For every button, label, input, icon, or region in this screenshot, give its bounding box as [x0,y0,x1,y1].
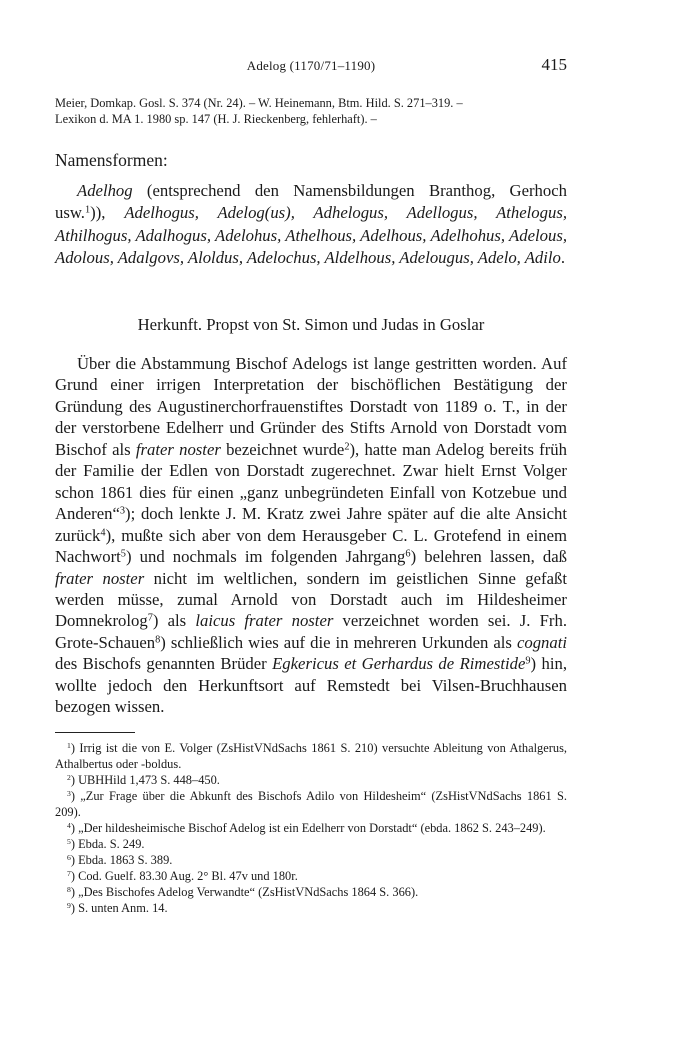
paragraph-text: nicht im weltlichen, sondern im geistlichen Sinne gefaßt werden müsse, zumal Arnold von Dorstadt auch im Hildesheimer Domnekrolog [55,568,568,631]
footnote-ref: 7 [147,612,153,624]
reference-line: Meier, Domkap. Gosl. S. 374 (Nr. 24). – W. Heinemann, Btm. Hild. S. 271–319. – [55,96,463,110]
paragraph-text: ) belehren lassen, daß [410,547,567,567]
latin-term: frater noster [135,439,221,459]
footnote [55,852,567,868]
footnote [55,772,567,788]
paragraph-text: Über die Abstammung Bischof Adelogs ist lange gestritten worden. Auf Grund einer irrigen Interpretation der bischöflichen Bestätigung der Gründung des Augustinerchorfrauenstiftes Dorstadt von 1189 o. T., in der der verstorbene Edelherr und Gründer des Stifts Arnold von Dorstadt vom Bischof als [55,354,567,459]
footnote [55,868,567,884]
footnote-divider [55,732,135,733]
footnote-text: ) Ebda. 1863 S. 389. [70,853,173,867]
footnote-ref: 4 [100,526,106,538]
footnote-number: 7 [67,868,71,878]
name-form-primary: Adelhog [77,181,133,200]
reference-line: Lexikon d. MA 1. 1980 sp. 147 (H. J. Rieckenberg, fehlerhaft). – [55,112,377,126]
section-heading: Herkunft. Propst von St. Simon und Judas in Goslar [137,315,485,334]
footnote [55,740,567,772]
page-number: 415 [541,55,567,74]
name-forms-paragraph [55,180,567,270]
paragraph-text: des Bischofs genannten Brüder [55,654,273,674]
paragraph-text: ) und nochmals im folgenden Jahrgang [125,547,406,567]
running-head: Adelog (1170/71–1190) [246,58,376,73]
paragraph-text: bezeichnet wurde [220,439,345,459]
latin-term: Egkericus et Gerhardus de Rimestide [272,654,526,674]
literature-references [55,95,567,127]
footnotes [55,740,567,916]
footnote-number: 5 [67,836,71,846]
latin-term: cognati [516,632,567,652]
footnote-text: ) Ebda. S. 249. [70,837,145,851]
footnote-ref: 8 [155,634,161,646]
paragraph-text: ) hin, wollte jedoch den Herkunftsort auf Remstedt bei Vilsen-Bruchhausen bezogen wissen. [55,654,567,717]
paragraph-text: ) schließlich wies auf die in mehreren Urkunden als [160,632,517,652]
footnote-ref: 2 [344,441,350,453]
paragraph-text: )), [90,203,125,223]
name-forms-label: Namensformen: [55,150,168,170]
name-form-list: Adelhogus, Adelog(us), Adhelogus, Adellogus, Athelogus, Athilhogus, Adalhogus, Adelohus, Athelhous, Adelhous, Adelhohus, Adelous, Adolous, Adalgovs, Aloldus, Adelochus, Aldelhous, Adelougus, Adelo, Adilo [55,203,567,268]
footnote-text: ) S. unten Anm. 14. [70,901,168,915]
footnote [55,788,567,820]
footnote-number: 1 [67,740,71,750]
footnote-number: 3 [67,788,71,798]
footnote-text: ) Cod. Guelf. 83.30 Aug. 2° Bl. 47v und 180r. [70,869,298,883]
paragraph-text: verzeichnet worden sei. J. Frh. Grote-Schauen [55,611,567,652]
footnote-number: 8 [67,884,71,894]
footnote-text: ) UBHHild 1,473 S. 448–450. [70,773,220,787]
footnote-ref: 9 [525,655,531,667]
page-header [55,55,567,75]
footnote-number: 4 [67,820,71,830]
footnote [55,820,567,836]
footnote-text: ) Irrig ist die von E. Volger (ZsHistVNdSachs 1861 S. 210) versuchte Ableitung von Athalgerus, Athalbertus oder -boldus. [55,741,567,771]
footnote-text: ) „Zur Frage über die Abkunft des Bischofs Adilo von Hildesheim“ (ZsHistVNdSachs 1861 S. 209). [55,789,567,819]
footnote [55,900,567,916]
latin-term: frater noster [55,568,145,588]
paragraph-text: ), mußte sich aber von dem Herausgeber C. L. Grotefend in einem Nachwort [55,525,567,567]
footnote [55,884,567,900]
footnote-ref: 3 [119,505,126,517]
paragraph-text: . [560,248,566,268]
latin-term: laicus frater noster [195,611,334,631]
paragraph-text: ), hatte man Adelog bereits früh der Familie der Edlen von Dorstadt zugerechnet. Zwar hielt Ernst Volger schon 1861 dies für einen „ganz unbegründeten Einfall von Kotzebue und Anderen“ [55,439,567,524]
footnote [55,836,567,852]
paragraph-text: ); doch lenkte J. M. Kratz zwei Jahre später auf die alte Ansicht zurück [55,504,567,545]
footnote-text: ) „Des Bischofes Adelog Verwandte“ (ZsHistVNdSachs 1864 S. 366). [70,885,419,899]
footnote-ref: 6 [405,548,411,560]
body-paragraph [55,353,567,718]
paragraph-text: (entsprechend den Namensbildungen Branthog, Gerhoch usw. [55,181,567,223]
footnote-number: 2 [67,772,71,782]
footnote-ref: 1 [84,204,91,216]
footnote-number: 6 [67,852,71,862]
footnote-text: ) „Der hildesheimische Bischof Adelog ist ein Edelherr von Dorstadt“ (ebda. 1862 S. 243–249). [70,821,546,835]
footnote-number: 9 [67,900,71,910]
footnote-ref: 5 [120,548,126,560]
paragraph-text: ) als [152,611,196,631]
